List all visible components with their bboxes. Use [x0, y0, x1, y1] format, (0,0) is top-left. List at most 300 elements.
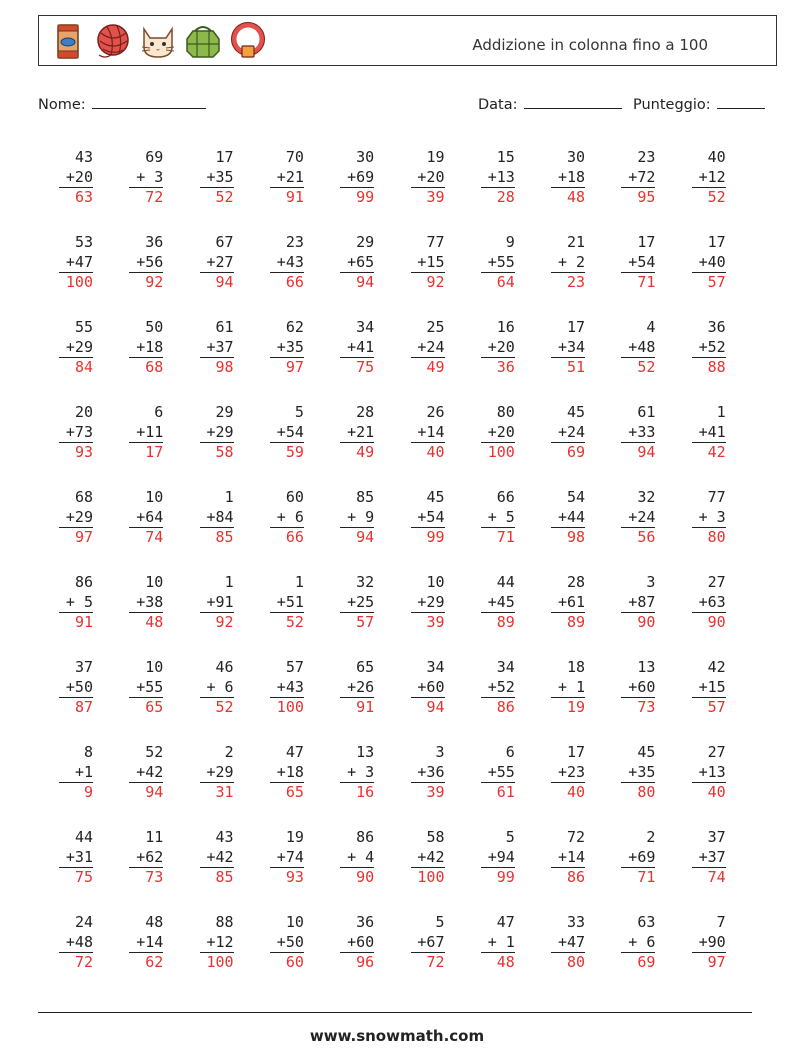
addend-top: 37 [74, 658, 93, 676]
addend-bottom: +47 [65, 252, 93, 271]
name-field [38, 94, 206, 113]
answer: 88 [692, 357, 726, 378]
answer: 52 [200, 187, 234, 208]
addition-problem [678, 658, 726, 718]
addend-bottom: +20 [487, 422, 515, 441]
addend-top: 86 [74, 573, 93, 591]
answer: 23 [551, 272, 585, 293]
answer: 80 [621, 782, 655, 803]
addition-problem [537, 743, 585, 803]
addend-top: 47 [496, 913, 515, 931]
answer: 100 [481, 442, 515, 463]
addend-bottom: + 3 [136, 167, 164, 186]
answer: 58 [200, 442, 234, 463]
addend-bottom: +55 [487, 252, 515, 271]
addend-bottom: +14 [417, 422, 445, 441]
answer: 93 [59, 442, 93, 463]
addend-bottom: +35 [206, 167, 234, 186]
addend-top: 5 [435, 913, 445, 931]
addend-top: 10 [426, 573, 445, 591]
addition-problem [115, 148, 163, 208]
addend-top: 44 [496, 573, 515, 591]
score-blank [717, 94, 765, 109]
answer: 84 [59, 357, 93, 378]
answer: 85 [200, 527, 234, 548]
addend-bottom: +94 [487, 847, 515, 866]
addition-problem [678, 828, 726, 888]
addend-top: 61 [215, 318, 234, 336]
answer: 69 [621, 952, 655, 973]
answer: 72 [59, 952, 93, 973]
addend-top: 10 [145, 658, 164, 676]
addend-top: 10 [145, 488, 164, 506]
answer: 87 [59, 697, 93, 718]
addition-problem [326, 148, 374, 208]
addition-problem [115, 743, 163, 803]
addend-top: 24 [74, 913, 93, 931]
header-box [38, 15, 777, 66]
addend-bottom: +48 [628, 337, 656, 356]
addition-problem [115, 233, 163, 293]
answer: 89 [551, 612, 585, 633]
addition-problem [537, 573, 585, 633]
answer: 73 [621, 697, 655, 718]
addition-problem [467, 828, 515, 888]
answer: 16 [340, 782, 374, 803]
addition-problem [186, 148, 234, 208]
addend-top: 17 [637, 233, 656, 251]
addend-bottom: + 1 [487, 932, 515, 951]
addition-problem [256, 913, 304, 973]
addition-problem [326, 828, 374, 888]
addend-top: 86 [356, 828, 375, 846]
addend-top: 58 [426, 828, 445, 846]
addend-bottom: +61 [558, 592, 586, 611]
addition-problem [326, 913, 374, 973]
addend-top: 27 [707, 743, 726, 761]
answer: 71 [481, 527, 515, 548]
addition-problem [45, 828, 93, 888]
date-blank [524, 94, 622, 109]
answer: 57 [692, 272, 726, 293]
addition-problem [537, 233, 585, 293]
addend-top: 17 [567, 318, 586, 336]
addend-top: 25 [426, 318, 445, 336]
answer: 94 [621, 442, 655, 463]
addend-top: 47 [285, 743, 304, 761]
addend-bottom: +38 [136, 592, 164, 611]
answer: 91 [340, 697, 374, 718]
answer: 39 [411, 187, 445, 208]
answer: 71 [621, 272, 655, 293]
answer: 99 [411, 527, 445, 548]
addend-top: 43 [74, 148, 93, 166]
answer: 48 [129, 612, 163, 633]
answer: 99 [481, 867, 515, 888]
addition-problem [45, 403, 93, 463]
addend-top: 23 [285, 233, 304, 251]
addend-bottom: +1 [74, 762, 93, 781]
answer: 92 [200, 612, 234, 633]
answer: 71 [621, 867, 655, 888]
addend-bottom: +50 [65, 677, 93, 696]
answer: 99 [340, 187, 374, 208]
addend-bottom: +60 [347, 932, 375, 951]
addend-bottom: + 5 [65, 592, 93, 611]
addition-problem [678, 318, 726, 378]
addend-bottom: +11 [136, 422, 164, 441]
addition-problem [537, 488, 585, 548]
addend-bottom: +20 [487, 337, 515, 356]
addend-top: 13 [637, 658, 656, 676]
answer: 28 [481, 187, 515, 208]
name-blank [92, 94, 206, 109]
addend-top: 45 [426, 488, 445, 506]
answer: 19 [551, 697, 585, 718]
addend-bottom: +51 [276, 592, 304, 611]
addend-bottom: +14 [558, 847, 586, 866]
addition-problem [45, 233, 93, 293]
addition-problem [678, 233, 726, 293]
addend-bottom: +60 [628, 677, 656, 696]
addend-top: 34 [496, 658, 515, 676]
footer-url: www.snowmath.com [309, 1027, 485, 1045]
answer: 49 [340, 442, 374, 463]
answer: 40 [551, 782, 585, 803]
addend-bottom: + 5 [487, 507, 515, 526]
addend-bottom: +72 [628, 167, 656, 186]
addend-bottom: +48 [65, 932, 93, 951]
addition-problem [326, 403, 374, 463]
addend-bottom: +21 [347, 422, 375, 441]
addition-problem [397, 488, 445, 548]
addend-bottom: +18 [276, 762, 304, 781]
addend-top: 52 [145, 743, 164, 761]
addend-top: 33 [567, 913, 586, 931]
addition-problem [607, 318, 655, 378]
answer: 93 [270, 867, 304, 888]
addition-problem [397, 828, 445, 888]
addition-problem [45, 573, 93, 633]
addend-top: 27 [707, 573, 726, 591]
addend-top: 48 [145, 913, 164, 931]
addend-top: 36 [356, 913, 375, 931]
answer: 91 [270, 187, 304, 208]
addend-bottom: + 1 [558, 677, 586, 696]
addition-problem [678, 913, 726, 973]
answer: 85 [200, 867, 234, 888]
addend-bottom: +25 [347, 592, 375, 611]
addend-top: 85 [356, 488, 375, 506]
cat-face-icon [138, 21, 178, 61]
answer: 72 [411, 952, 445, 973]
answer: 61 [481, 782, 515, 803]
addition-problem [467, 573, 515, 633]
addend-bottom: +12 [698, 167, 726, 186]
addition-problem [45, 148, 93, 208]
addition-problem [537, 913, 585, 973]
addend-top: 37 [707, 828, 726, 846]
addition-problem [326, 743, 374, 803]
answer: 98 [200, 357, 234, 378]
addend-top: 54 [567, 488, 586, 506]
answer: 91 [59, 612, 93, 633]
addend-top: 6 [505, 743, 515, 761]
addend-bottom: +69 [347, 167, 375, 186]
addend-bottom: +21 [276, 167, 304, 186]
answer: 96 [340, 952, 374, 973]
addend-top: 2 [224, 743, 234, 761]
addition-problem [397, 148, 445, 208]
addend-top: 4 [646, 318, 656, 336]
addend-top: 45 [567, 403, 586, 421]
answer: 74 [692, 867, 726, 888]
addend-bottom: +74 [276, 847, 304, 866]
answer: 39 [411, 782, 445, 803]
addition-problem [397, 658, 445, 718]
addend-top: 1 [224, 488, 234, 506]
addition-problem [115, 658, 163, 718]
answer: 48 [551, 187, 585, 208]
addition-problem [607, 913, 655, 973]
addend-top: 62 [285, 318, 304, 336]
answer: 57 [340, 612, 374, 633]
addition-problem [607, 488, 655, 548]
addition-problem [467, 403, 515, 463]
addend-bottom: + 2 [558, 252, 586, 271]
answer: 94 [200, 272, 234, 293]
addition-problem [326, 488, 374, 548]
addend-bottom: +65 [347, 252, 375, 271]
addend-bottom: + 3 [347, 762, 375, 781]
addend-bottom: + 3 [698, 507, 726, 526]
addend-bottom: +50 [276, 932, 304, 951]
addend-top: 46 [215, 658, 234, 676]
addition-problem [397, 318, 445, 378]
answer: 90 [621, 612, 655, 633]
addend-top: 1 [224, 573, 234, 591]
addition-problem [397, 573, 445, 633]
answer: 95 [621, 187, 655, 208]
addend-top: 30 [567, 148, 586, 166]
addition-problem [115, 403, 163, 463]
addend-bottom: +55 [487, 762, 515, 781]
addend-top: 29 [215, 403, 234, 421]
answer: 75 [340, 357, 374, 378]
icon-strip [48, 21, 268, 61]
addend-bottom: +12 [206, 932, 234, 951]
addend-bottom: +24 [628, 507, 656, 526]
addend-bottom: +29 [65, 507, 93, 526]
addition-problem [467, 913, 515, 973]
addition-problem [115, 318, 163, 378]
addend-bottom: +29 [417, 592, 445, 611]
addition-problem [467, 658, 515, 718]
answer: 97 [59, 527, 93, 548]
addend-bottom: +47 [558, 932, 586, 951]
answer: 64 [481, 272, 515, 293]
addition-problem [537, 403, 585, 463]
addend-top: 26 [426, 403, 445, 421]
answer: 72 [129, 187, 163, 208]
addend-top: 10 [285, 913, 304, 931]
basket-icon [183, 21, 223, 61]
addition-problem [186, 233, 234, 293]
addend-bottom: +13 [487, 167, 515, 186]
answer: 100 [59, 272, 93, 293]
addition-problem [607, 148, 655, 208]
addend-bottom: +54 [628, 252, 656, 271]
answer: 39 [411, 612, 445, 633]
addend-top: 55 [74, 318, 93, 336]
answer: 92 [411, 272, 445, 293]
answer: 63 [59, 187, 93, 208]
addition-problem [678, 743, 726, 803]
addend-top: 43 [215, 828, 234, 846]
addend-top: 72 [567, 828, 586, 846]
addend-top: 8 [83, 743, 93, 761]
addition-problem [678, 488, 726, 548]
answer: 66 [270, 527, 304, 548]
addend-top: 32 [637, 488, 656, 506]
addition-problem [537, 828, 585, 888]
addend-top: 65 [356, 658, 375, 676]
answer: 40 [411, 442, 445, 463]
addend-bottom: +43 [276, 677, 304, 696]
addend-top: 32 [356, 573, 375, 591]
addend-bottom: +63 [698, 592, 726, 611]
addend-top: 19 [285, 828, 304, 846]
addend-top: 44 [74, 828, 93, 846]
addend-bottom: +56 [136, 252, 164, 271]
answer: 75 [59, 867, 93, 888]
addition-problem [186, 913, 234, 973]
addend-top: 77 [707, 488, 726, 506]
addend-top: 63 [637, 913, 656, 931]
addend-top: 57 [285, 658, 304, 676]
addend-bottom: +20 [417, 167, 445, 186]
addend-top: 30 [356, 148, 375, 166]
addend-top: 2 [646, 828, 656, 846]
addition-problem [45, 488, 93, 548]
answer: 57 [692, 697, 726, 718]
addend-bottom: +52 [487, 677, 515, 696]
answer: 62 [129, 952, 163, 973]
answer: 100 [270, 697, 304, 718]
addend-bottom: +91 [206, 592, 234, 611]
addend-bottom: +35 [276, 337, 304, 356]
answer: 42 [692, 442, 726, 463]
addend-bottom: +41 [347, 337, 375, 356]
addend-top: 17 [707, 233, 726, 251]
addend-top: 7 [716, 913, 726, 931]
addition-problem [115, 573, 163, 633]
addend-top: 18 [567, 658, 586, 676]
addend-bottom: +33 [628, 422, 656, 441]
addition-problem [467, 233, 515, 293]
addend-top: 80 [496, 403, 515, 421]
addition-problem [397, 233, 445, 293]
answer: 68 [129, 357, 163, 378]
addition-problem [256, 318, 304, 378]
answer: 65 [129, 697, 163, 718]
addend-bottom: +84 [206, 507, 234, 526]
addend-bottom: +42 [206, 847, 234, 866]
answer: 69 [551, 442, 585, 463]
addend-bottom: +31 [65, 847, 93, 866]
addition-problem [186, 828, 234, 888]
addition-problem [256, 148, 304, 208]
addend-top: 67 [215, 233, 234, 251]
bag-icon [48, 21, 88, 61]
addend-top: 16 [496, 318, 515, 336]
addition-problem [256, 828, 304, 888]
addend-top: 68 [74, 488, 93, 506]
footer-divider [38, 1012, 752, 1013]
addend-bottom: + 6 [276, 507, 304, 526]
answer: 97 [692, 952, 726, 973]
addend-top: 21 [567, 233, 586, 251]
addend-top: 88 [215, 913, 234, 931]
addend-bottom: +42 [417, 847, 445, 866]
answer: 52 [200, 697, 234, 718]
addend-bottom: +43 [276, 252, 304, 271]
addition-problem [397, 743, 445, 803]
addition-problem [678, 403, 726, 463]
answer: 9 [59, 782, 93, 803]
addition-problem [186, 658, 234, 718]
addend-bottom: +45 [487, 592, 515, 611]
addition-problem [607, 828, 655, 888]
addend-top: 1 [716, 403, 726, 421]
answer: 94 [129, 782, 163, 803]
answer: 17 [129, 442, 163, 463]
answer: 90 [340, 867, 374, 888]
addend-top: 53 [74, 233, 93, 251]
addend-bottom: +13 [698, 762, 726, 781]
addend-top: 45 [637, 743, 656, 761]
answer: 94 [340, 527, 374, 548]
addend-top: 6 [154, 403, 164, 421]
addend-top: 66 [496, 488, 515, 506]
addition-problem [256, 233, 304, 293]
answer: 73 [129, 867, 163, 888]
answer: 36 [481, 357, 515, 378]
answer: 56 [621, 527, 655, 548]
addition-problem [397, 403, 445, 463]
addition-problem [537, 318, 585, 378]
addend-top: 36 [145, 233, 164, 251]
addend-bottom: +20 [65, 167, 93, 186]
answer: 51 [551, 357, 585, 378]
answer: 86 [481, 697, 515, 718]
addend-top: 20 [74, 403, 93, 421]
addend-top: 29 [356, 233, 375, 251]
addition-problem [397, 913, 445, 973]
answer: 49 [411, 357, 445, 378]
addend-top: 10 [145, 573, 164, 591]
addend-top: 5 [294, 403, 304, 421]
addition-problem [45, 318, 93, 378]
answer: 65 [270, 782, 304, 803]
addition-problem [326, 658, 374, 718]
addend-bottom: +35 [628, 762, 656, 781]
addend-top: 42 [707, 658, 726, 676]
addition-problem [45, 913, 93, 973]
addend-bottom: +73 [65, 422, 93, 441]
answer: 98 [551, 527, 585, 548]
addend-bottom: +52 [698, 337, 726, 356]
